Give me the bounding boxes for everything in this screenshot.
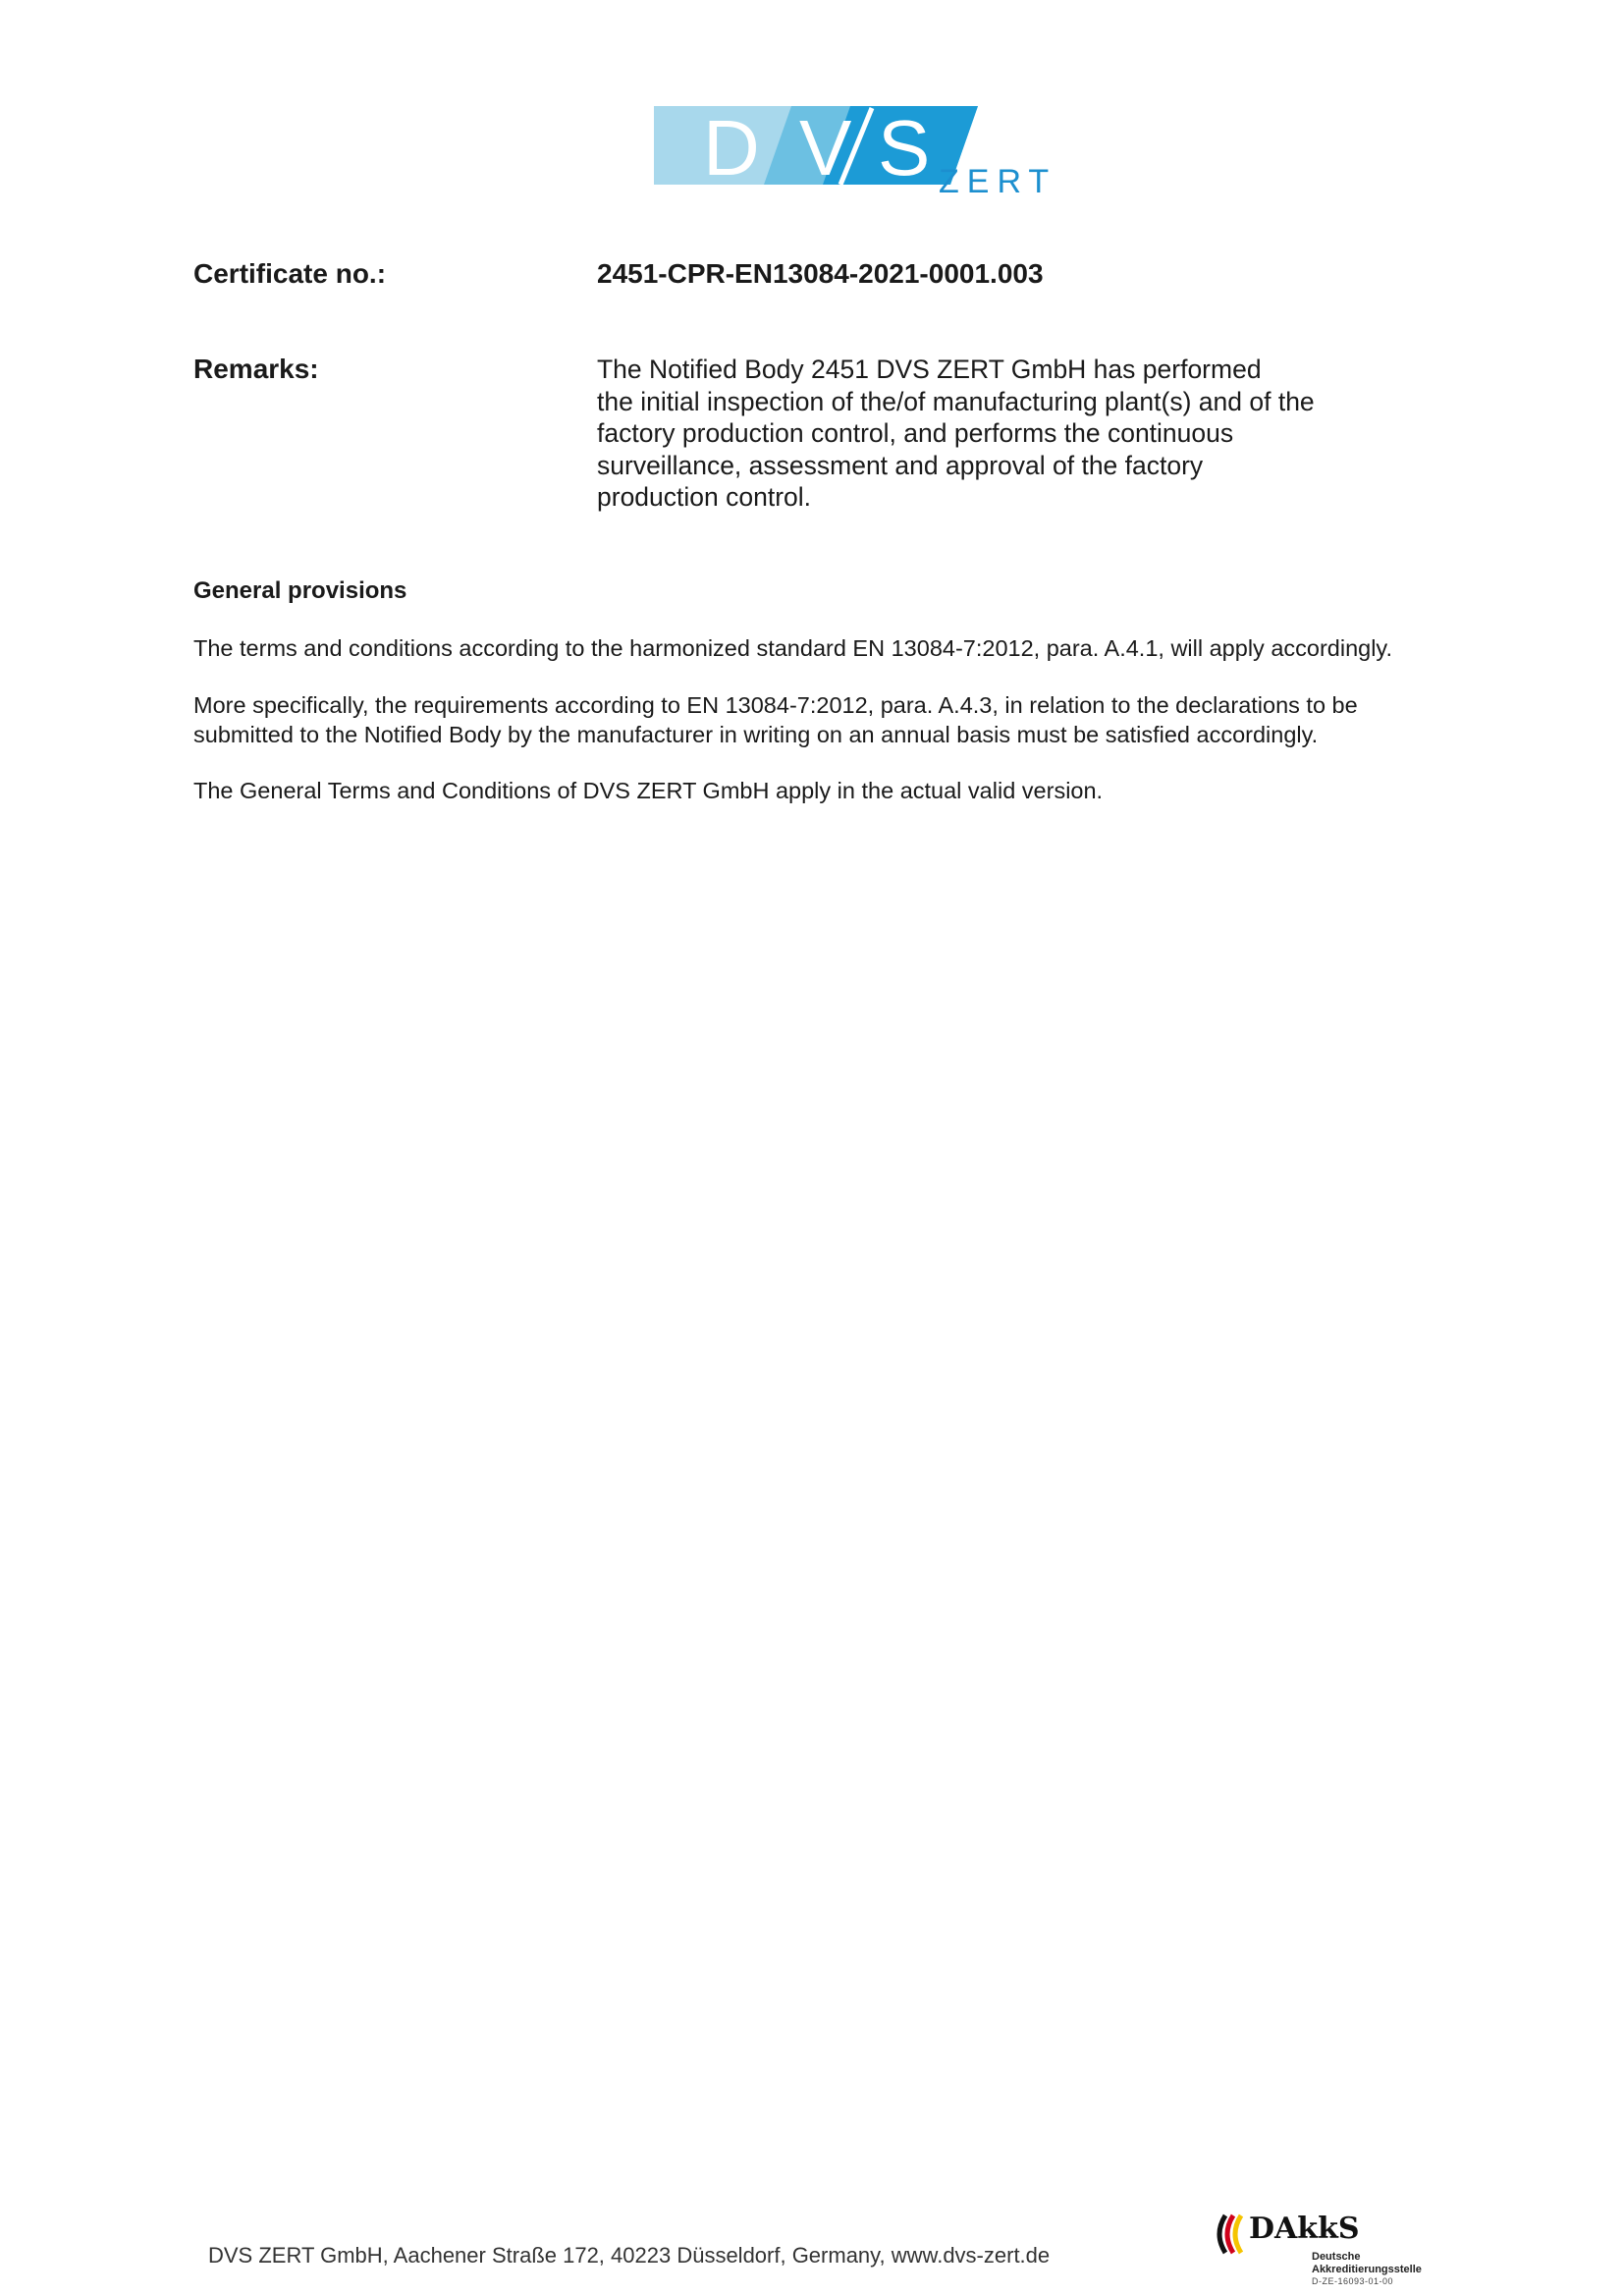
remarks-line: factory production control, and performs the continuous <box>597 418 1234 448</box>
remarks-line: production control. <box>597 482 812 512</box>
provision-line: The General Terms and Conditions of DVS ZERT GmbH apply in the actual valid version. <box>193 778 1104 803</box>
provision-paragraph-2 <box>193 690 1499 749</box>
dakks-line-2: Akkreditierungsstelle <box>1312 2264 1422 2275</box>
dakks-registration-number: D-ZE-16093-01-00 <box>1312 2276 1394 2286</box>
provision-paragraph-3 <box>193 776 1499 805</box>
certificate-label: Certificate no.: <box>193 258 387 289</box>
dakks-stripes-icon <box>1212 2214 1249 2255</box>
dakks-line-1: Deutsche <box>1312 2251 1361 2263</box>
general-provisions-heading: General provisions <box>193 577 407 604</box>
remarks-line: surveillance, assessment and approval of the factory <box>597 450 1204 480</box>
remarks-label: Remarks: <box>193 354 319 384</box>
provision-line: The terms and conditions according to the harmonized standard EN 13084-7:2012, para. A.4.1, will apply accordingly. <box>193 635 1392 661</box>
provision-paragraph-1 <box>193 633 1499 663</box>
logo-letter-s: S <box>878 104 931 191</box>
logo-letter-d: D <box>703 104 760 191</box>
logo-letter-v: V <box>799 104 852 191</box>
remarks-line: the initial inspection of the/of manufacturing plant(s) and of the <box>597 386 1315 416</box>
logo-suffix: ZERT <box>939 163 1057 198</box>
dakks-name: DAkkS <box>1249 2212 1360 2246</box>
provision-line: More specifically, the requirements according to EN 13084-7:2012, para. A.4.3, in relation to the declarations to be <box>193 692 1358 718</box>
dvs-zert-logo <box>654 100 1066 198</box>
footer-address: DVS ZERT GmbH, Aachener Straße 172, 40223 Düsseldorf, Germany, www.dvs-zert.de <box>208 2243 1051 2268</box>
dakks-accreditation-mark <box>1206 2204 1441 2286</box>
remarks-text <box>597 354 1481 514</box>
provision-line: submitted to the Notified Body by the manufacturer in writing on an annual basis must be satisfied accordingly. <box>193 722 1319 747</box>
remarks-line: The Notified Body 2451 DVS ZERT GmbH has performed <box>597 355 1262 384</box>
certificate-number: 2451-CPR-EN13084-2021-0001.003 <box>597 258 1044 289</box>
